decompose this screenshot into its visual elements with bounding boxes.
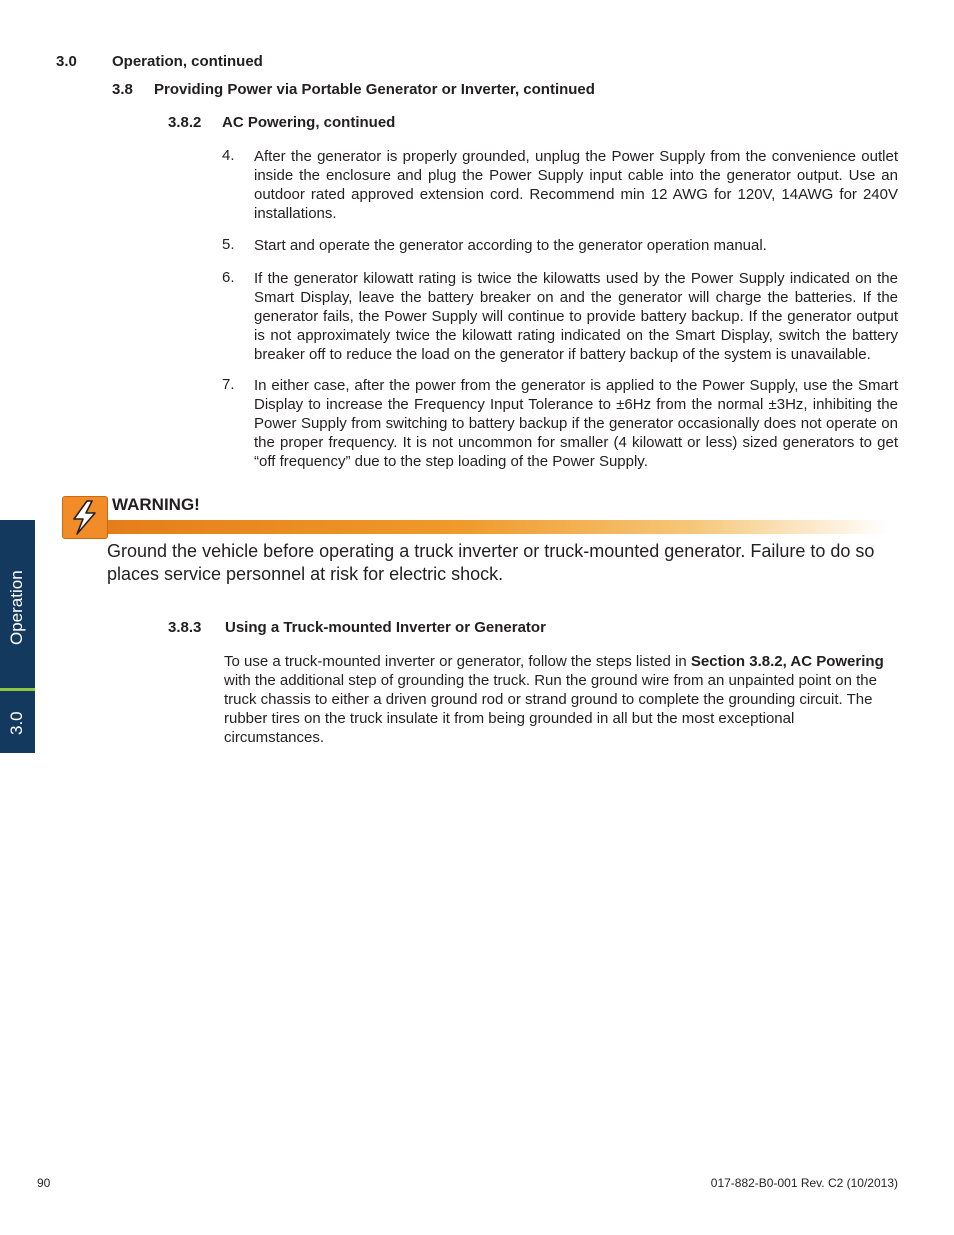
section-reference: Section 3.8.2, AC Powering	[690, 653, 884, 670]
sub-b-number: 3.8.3	[168, 619, 202, 636]
step-text: If the generator kilowatt rating is twice the kilowatts used by the Power Supply indicated on the Smart Display, leave the battery breaker on and the generator will charge the batteries. If the generator fails, the Power Supply will continue to provide battery backup. If the generator output is not approximately twice the kilowatt rating indicated on the Smart Display, switch the battery breaker off to reduce the load on the generator if battery backup of the system is unavailable.	[254, 270, 898, 363]
step-text: Start and operate the generator according to the generator operation manual.	[254, 237, 767, 254]
step-number: 7.	[222, 376, 235, 393]
truck-paragraph-text: To use a truck-mounted inverter or generator, follow the steps listed in	[224, 653, 691, 670]
document-id: 017-882-B0-001 Rev. C2 (10/2013)	[710, 1176, 898, 1190]
subsection-number: 3.8	[112, 81, 133, 98]
sub-b-title: Using a Truck-mounted Inverter or Generator	[225, 619, 546, 636]
step-text: After the generator is properly grounded, unplug the Power Supply from the convenience outlet inside the enclosure and plug the Power Supply input cable into the generator output. Use an outdoor rated approved extension cord. Recommend min 12 AWG for 120V, 14AWG for 240V installations.	[254, 148, 898, 222]
step-number: 4.	[222, 147, 235, 164]
step-text: In either case, after the power from the generator is applied to the Power Supply, use the Smart Display to increase the Frequency Input Tolerance to ±6Hz from the normal ±3Hz, inhibiting the Power Supply from switching to battery backup if the generator occasionally does not operate on the proper frequency. It is not uncommon for smaller (4 kilowatt or less) sized generators to get “off frequency” due to the step loading of the Power Supply.	[254, 377, 898, 470]
section-number: 3.0	[56, 53, 77, 70]
subsection-title: Providing Power via Portable Generator or Inverter, continued	[154, 81, 595, 98]
side-tab-label-area	[0, 520, 35, 688]
electric-shock-icon	[62, 496, 108, 539]
truck-paragraph-text-cont: with the additional step of grounding the truck. Run the ground wire from an unpainted point on the truck chassis to either a driven ground rod or strand ground to complete the grounding circuit. The rubber tires on the truck insulate it from being grounded in all but the most exceptional circumstances.	[224, 672, 877, 746]
sub-a-number: 3.8.2	[168, 114, 202, 131]
section-title: Operation, continued	[112, 53, 263, 70]
side-tab-number-area	[0, 691, 35, 753]
warning-divider	[108, 520, 888, 534]
page-number: 90	[37, 1176, 51, 1190]
side-tab-number: 3.0	[7, 711, 26, 735]
sub-a-title: AC Powering, continued	[222, 114, 396, 131]
step-number: 5.	[222, 236, 235, 253]
truck-paragraph	[224, 652, 898, 747]
step-number: 6.	[222, 269, 235, 286]
side-tab-label: Operation	[7, 570, 26, 645]
warning-label: WARNING!	[112, 495, 200, 514]
section-heading	[56, 53, 77, 70]
warning-text: Ground the vehicle before operating a truck inverter or truck-mounted generator. Failure to do so places service personnel at risk for electric shock.	[107, 541, 875, 584]
